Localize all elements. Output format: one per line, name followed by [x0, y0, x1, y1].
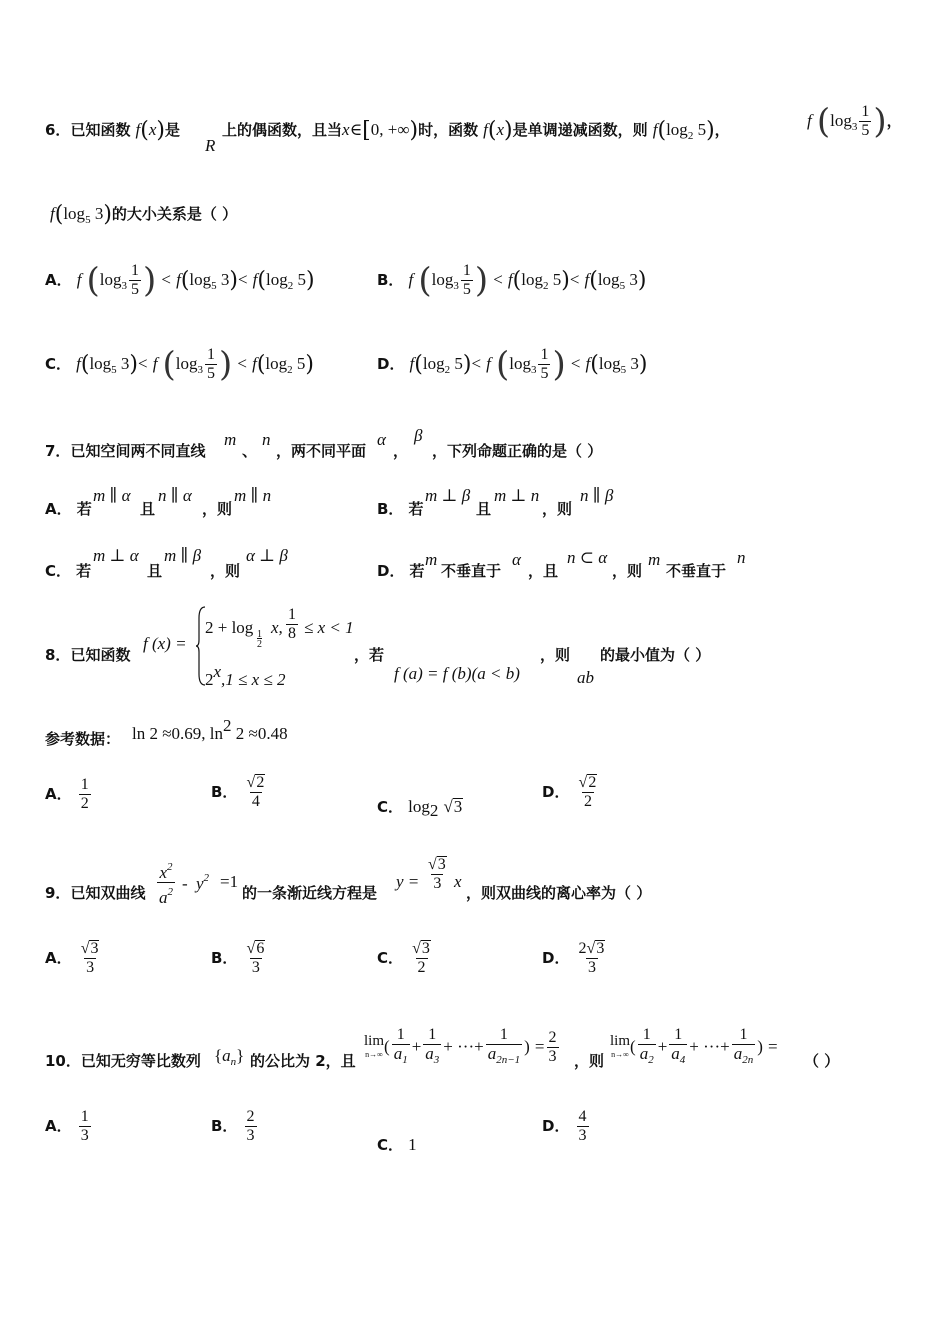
- q10-seq: $\{a_n\}$: [214, 1046, 245, 1068]
- q10-number: 10．: [45, 1052, 81, 1070]
- q10-option-d[interactable]: D． $\frac{4}{3}$: [542, 1108, 587, 1144]
- q9-option-c[interactable]: C． $\frac{√3}{2}$: [377, 940, 430, 976]
- q8-option-a[interactable]: A． $\frac{1}{2}$: [45, 776, 89, 812]
- q7-option-a[interactable]: A． 若: [45, 500, 92, 518]
- q8-case1: 2 + log: [205, 618, 254, 637]
- q8-frac-1-8: $\frac{1}{8}$: [288, 606, 296, 642]
- q9-option-b[interactable]: B． $\frac{√6}{3}$: [211, 940, 265, 976]
- q9-stem: 9．已知双曲线: [45, 884, 146, 902]
- q8-log-base: 1 2: [257, 629, 262, 650]
- q6-option-a[interactable]: A． f ($\log_3$ $\frac{1}{5}$ ) < $f(\log_5$ $3)< f(\log_2$ 5): [45, 260, 315, 301]
- q8-option-b[interactable]: B． $\frac{√2}{4}$: [211, 774, 265, 810]
- page: 6．已知函数 f(x)是 R 上的偶函数，且当x∈[0, +∞)时，函数 f(x)是单调递减函数，则 $f(\log_2$ 5)， f ($\log_3$ $\frac{1}{5}$ )， $f(\log_5$ 3)的大小关系是（ ） A． f ($\log_3$ $\frac{1}{5}$ ) < $f(\log_5$ $3)< f(\log_2$ 5) B． f ($\log_3$ $\frac{1}{5}$ ) < $f(\log_2$ $5)< f(\log_5$ 3) C． $f(\log_5$ 3)< f ($\log_3$ $\frac{1}{5}$ ) < $f(\log_2$ 5) D． $f(\log_2$ 5)< f ($\log_3$ $\frac{1}{5}$ ) < $f(\log_5$ 3) 7．已知空间两不同直线 m 、 n ，两不同平面 α ， β ，下列命题正确的是（ ） A． 若 m ∥ α 且 n ∥ α ，则 m ∥ n B． 若 m ⊥ β 且 m ⊥ n ，则 n ∥ β C． 若 m ⊥ α 且 m ∥ β ，则 α ⊥ β D． 若 m 不垂直于 α ，且 n ⊂ α ，则 m 不垂直于 n 8．已知函数 f (x) = 2 + log 1 2 x, $\frac{1}{8}$ ≤ x < 1 $2^x,1 \le x \le 2$ ，若 f (a) = f (b)(a < b) ，则 ab 的最小值为（ ） 参考数据： ln 2 ≈0.69, $\ln^2 2 \approx 0.48$ A． $\frac{1}{2}$ B． $\frac{√2}{4}$ C． $\log_2 √3$ D． $\frac{√2}{2}$ 9．已知双曲线 $\frac{x^2}{a^2}$ - $y^2$ =1 的一条渐近线方程是 y = $\frac{√3}{3}$ x ，则双曲线的离心率为（ ） A． $\frac{√3}{3}$ B． $\frac{√6}{3}$ C． $\frac{√3}{2}$ D． $\frac{2√3}{3}$ 10．已知无穷等比数列 $\{a_n\}$ 的公比为 2，且 lim n→∞ ( $\frac{1}{a_1}$ + $\frac{1}{a_3}$ + ···+ $\frac{1}{a_{2n-1}}$ ) = $\frac{2}{3}$ ，则 lim n→∞ ( $\frac{1}{a_2}$ + $\frac{1}{a_4}$ + ···+ $\frac{1}{a_{2n}}$ ) = （ ） A． $\frac{1}{3}$ B． $\frac{2}{3}$ C． 1 D． $\frac{4}{3}$: [45, 101, 902, 1154]
- q6-option-c[interactable]: C． $f(\log_5$ 3)< f ($\log_3$ $\frac{1}{5}$ ) < $f(\log_2$ 5): [45, 344, 314, 385]
- q9-asym-frac: $\frac{√3}{3}$: [428, 856, 446, 892]
- q8-option-d[interactable]: D． $\frac{√2}{2}$: [542, 774, 597, 810]
- q9-option-a[interactable]: A． $\frac{√3}{3}$: [45, 940, 99, 976]
- q6-option-b[interactable]: B． f ($\log_3$ $\frac{1}{5}$ ) < $f(\log_2$ $5)< f(\log_5$ 3): [377, 260, 647, 301]
- q8-stem: 8．已知函数: [45, 646, 131, 664]
- q8-ref-label: 参考数据：: [45, 730, 121, 748]
- q10-option-c[interactable]: C． 1: [377, 1135, 417, 1154]
- q6-number: 6．: [45, 121, 71, 139]
- q6-option-d[interactable]: D． $f(\log_2$ 5)< f ($\log_3$ $\frac{1}{5}$ ) < $f(\log_5$ 3): [377, 344, 648, 385]
- q10-option-b[interactable]: B． $\frac{2}{3}$: [211, 1108, 255, 1144]
- q8-case2: $2^x,1 \le x \le 2$: [205, 662, 286, 689]
- q9-y2: $y^2$: [196, 872, 210, 893]
- q10-lim-2: lim n→∞ ( $\frac{1}{a_2}$ + $\frac{1}{a_4}$ + ···+ $\frac{1}{a_{2n}}$ ) =: [610, 1026, 778, 1069]
- q6-set-R: R: [205, 136, 216, 155]
- q7-option-d[interactable]: D． 若: [377, 562, 425, 580]
- q9-option-d[interactable]: D． $\frac{2√3}{3}$: [542, 940, 605, 976]
- q8-number: 8．: [45, 646, 71, 664]
- q10-lim-1: lim n→∞ ( $\frac{1}{a_1}$ + $\frac{1}{a_3}$ + ···+ $\frac{1}{a_{2n-1}}$ ) = $\frac{2}{3}$: [364, 1026, 561, 1069]
- q9-frac-x2-a2: $\frac{x^2}{a^2}$: [159, 861, 173, 907]
- q6-line2: $f(\log_5$ 3)的大小关系是（ ）: [50, 202, 238, 227]
- q6-line1: 6．已知函数 f(x)是: [45, 118, 181, 143]
- q10-option-a[interactable]: A． $\frac{1}{3}$: [45, 1108, 89, 1144]
- q8-ref-data: ln 2 ≈0.69, $\ln^2 2 \approx 0.48$: [132, 716, 288, 743]
- q7-stem: 7．已知空间两不同直线: [45, 442, 206, 460]
- q7-number: 7．: [45, 442, 71, 460]
- q8-option-c[interactable]: C． $\log_2 √3$: [377, 797, 463, 820]
- q9-number: 9．: [45, 884, 71, 902]
- q7-option-b[interactable]: B． 若: [377, 500, 424, 518]
- q6-line1b: 上的偶函数，且当x∈[0, +∞)时，函数 f(x)是单调递减函数，则 $f(\log_2$ 5)，: [222, 118, 730, 143]
- q10-stem: 10．已知无穷等比数列: [45, 1052, 201, 1070]
- q8-condition: f (a) = f (b)(a < b): [394, 664, 520, 683]
- q6-f-log3-1-5: f ($\log_3$ $\frac{1}{5}$ )，: [807, 101, 902, 142]
- q7-option-c[interactable]: C． 若: [45, 562, 92, 580]
